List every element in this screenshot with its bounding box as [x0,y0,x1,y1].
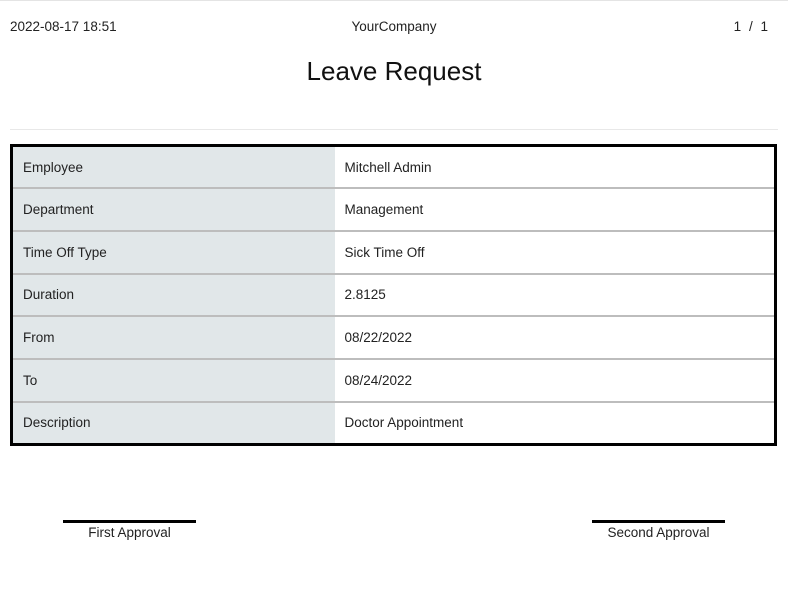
row-label: Employee [12,146,335,189]
table-row-to [12,359,776,402]
row-label: Description [12,402,335,445]
leave-details-table [10,144,777,446]
row-label: Duration [12,274,335,317]
row-value: Mitchell Admin [335,146,776,189]
page-current: 1 [733,19,742,34]
row-label: Time Off Type [12,231,335,274]
row-value: Sick Time Off [335,231,776,274]
first-approval-signature: First Approval [63,520,196,540]
table-row-department [12,188,776,231]
row-label: Department [12,188,335,231]
second-approval-signature: Second Approval [592,520,725,540]
table-row-time-off-type [12,231,776,274]
page-total: 1 [760,19,768,34]
print-datetime: 2022-08-17 18:51 [10,19,117,34]
row-value: Management [335,188,776,231]
row-value: 2.8125 [335,274,776,317]
header-divider [10,129,778,130]
page-separator: / [748,19,753,34]
table-row-from [12,316,776,359]
page-title: Leave Request [306,56,482,86]
row-value: 08/24/2022 [335,359,776,402]
page-counter [734,19,768,34]
table-row-employee [12,146,776,189]
company-name: YourCompany [351,19,437,34]
table-row-duration [12,274,776,317]
row-label: To [12,359,335,402]
row-value: 08/22/2022 [335,316,776,359]
row-label: From [12,316,335,359]
row-value: Doctor Appointment [335,402,776,445]
table-row-description [12,402,776,445]
